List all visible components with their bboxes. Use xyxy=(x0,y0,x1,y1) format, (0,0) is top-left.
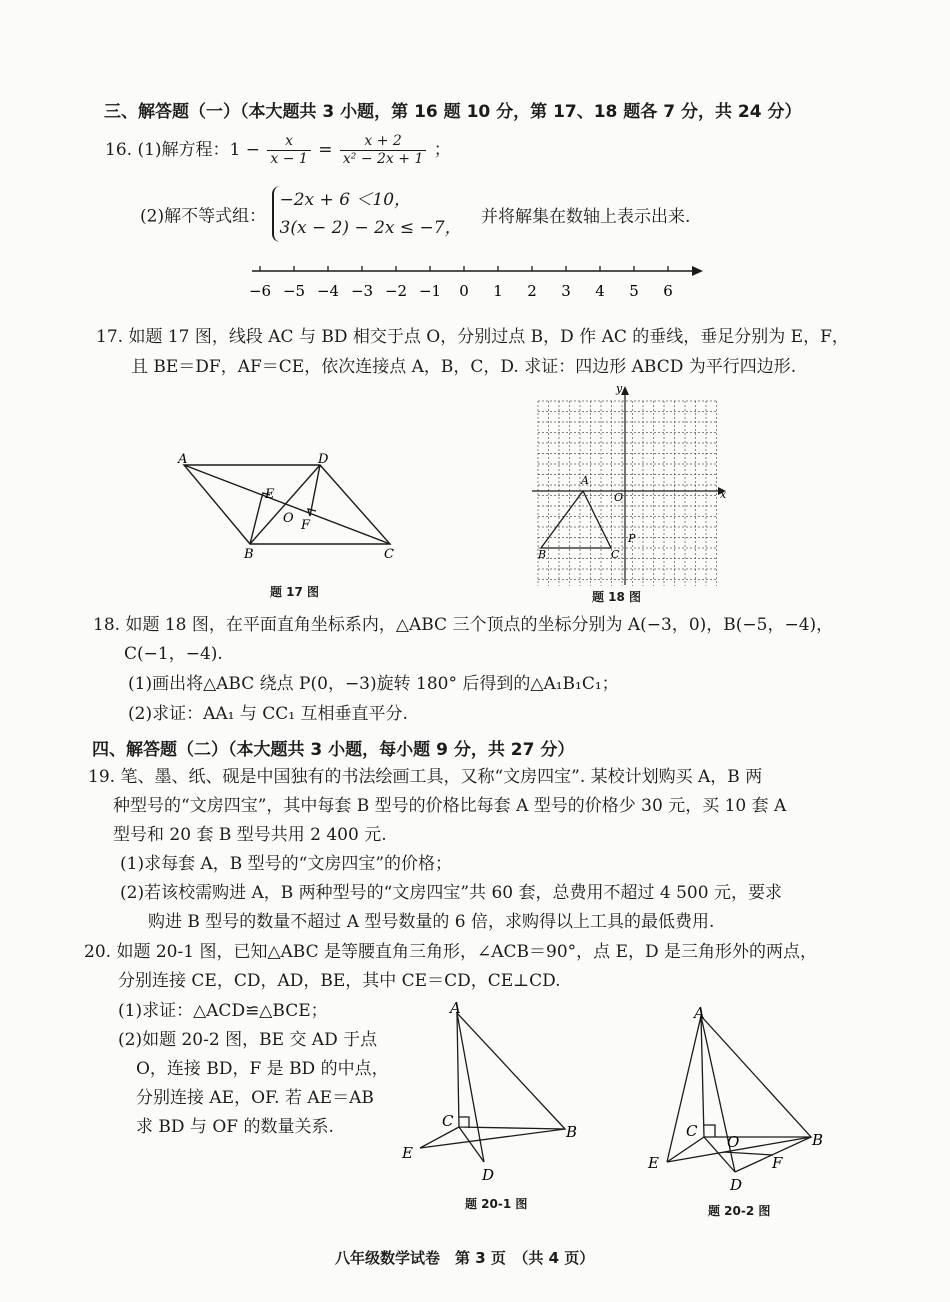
q19-part1: (1)求每套 A，B 型号的“文房四宝”的价格； xyxy=(120,854,453,874)
fig20-2-triangle-abc xyxy=(701,1016,811,1137)
fig17-label-c: C xyxy=(384,547,394,562)
fig20-2-caption: 题 20-2 图 xyxy=(708,1204,771,1218)
fig20-2-label-f: F xyxy=(772,1154,783,1172)
fig20-1 xyxy=(398,1000,598,1190)
q16-frac1-den: x − 1 xyxy=(270,151,308,167)
fig18-caption: 题 18 图 xyxy=(592,590,642,604)
number-line-label: −3 xyxy=(350,282,374,300)
q16-fraction-1 xyxy=(267,133,310,168)
number-line-label: 0 xyxy=(459,282,469,300)
q16-part1 xyxy=(105,132,451,168)
fig20-1-label-d: D xyxy=(482,1166,495,1184)
fig20-1-caption: 题 20-1 图 xyxy=(465,1197,528,1211)
number-line-label: 3 xyxy=(561,282,571,300)
fig17-label-a: A xyxy=(178,452,188,467)
fig20-2 xyxy=(640,1000,840,1200)
q20-line2: 分别连接 CE，CD，AD，BE，其中 CE＝CD，CE⊥CD. xyxy=(118,971,561,991)
q18-part1: (1)画出将△ABC 绕点 P(0，−3)旋转 180° 后得到的△A₁B₁C₁； xyxy=(128,674,619,694)
fig20-1-label-c: C xyxy=(442,1112,454,1130)
fig17-label-d: D xyxy=(318,452,329,467)
number-line-label: 5 xyxy=(629,282,639,300)
q16-fraction-2 xyxy=(340,133,426,168)
q19-part2-line1: (2)若该校需购进 A，B 两种型号的“文房四宝”共 60 套，总费用不超过 4 500 元，要求 xyxy=(120,883,782,903)
fig20-2-label-a: A xyxy=(694,1004,705,1022)
q20-part2-line1: (2)如题 20-2 图，BE 交 AD 于点 xyxy=(118,1030,378,1050)
q16-frac1-num: x xyxy=(267,133,310,151)
q20-part2-line2: O，连接 BD，F 是 BD 的中点， xyxy=(136,1059,389,1079)
q16-inequality-system xyxy=(272,186,462,242)
q19-line2: 种型号的“文房四宝”，其中每套 B 型号的价格比每套 A 型号的价格少 30 元，买 10 套 A xyxy=(113,796,787,816)
number-line-label: −4 xyxy=(316,282,340,300)
fig20-2-label-o: O xyxy=(727,1133,740,1151)
fig20-2-ae xyxy=(667,1016,701,1162)
fig17-caption: 题 17 图 xyxy=(270,585,320,599)
fig18-label-b: B xyxy=(538,548,547,561)
number-line-label: −2 xyxy=(384,282,408,300)
fig20-1-triangle-abc xyxy=(457,1013,565,1129)
fig20-2-label-c: C xyxy=(686,1122,698,1140)
q18-line2: C(−1，−4). xyxy=(124,644,223,664)
q20-part2-line3: 分别连接 AE，OF. 若 AE＝AB xyxy=(136,1088,374,1108)
q20-line1: 20. 如题 20-1 图，已知△ABC 是等腰直角三角形，∠ACB＝90°，点 E，D 是三角形外的两点， xyxy=(84,942,818,962)
q16-frac2-den: x² − 2x + 1 xyxy=(342,151,424,167)
fig20-2-label-d: D xyxy=(730,1176,743,1194)
fig18-label-x: x xyxy=(720,488,727,501)
q16-part2-prefix: (2)解不等式组： xyxy=(140,206,267,227)
q16-frac2-num: x + 2 xyxy=(340,133,426,151)
fig18-label-o: O xyxy=(614,491,624,504)
q19-line3: 型号和 20 套 B 型号共用 2 400 元. xyxy=(113,825,387,845)
section4-title: 四、解答题（二）（本大题共 3 小题，每小题 9 分，共 27 分） xyxy=(92,740,575,760)
fig20-2-label-e: E xyxy=(648,1154,659,1172)
fig18-triangle-abc xyxy=(541,491,611,548)
number-line-label: 2 xyxy=(527,282,537,300)
q16-part2 xyxy=(140,186,690,242)
fig20-1-label-e: E xyxy=(402,1144,413,1162)
fig17-label-f: F xyxy=(301,518,311,533)
fig17-label-o: O xyxy=(283,511,294,526)
q20-part2-line4: 求 BD 与 OF 的数量关系. xyxy=(136,1117,334,1137)
fig20-2-right-angle xyxy=(704,1125,715,1137)
q17-line2: 且 BE＝DF，AF＝CE，依次连接点 A，B，C，D. 求证：四边形 ABCD 为平行四边形. xyxy=(131,357,797,377)
q18-part2: (2)求证：AA₁ 与 CC₁ 互相垂直平分. xyxy=(128,704,408,724)
q17-line1: 17. 如题 17 图，线段 AC 与 BD 相交于点 O，分别过点 B，D 作 AC 的垂线，垂足分别为 E，F， xyxy=(96,327,849,347)
number-line-label: 4 xyxy=(595,282,605,300)
q16-equals: = xyxy=(318,140,333,160)
q19-line1: 19. 笔、墨、纸、砚是中国独有的书法绘画工具，又称“文房四宝”. 某校计划购买 A，B 两 xyxy=(88,767,763,787)
number-line-label: −5 xyxy=(282,282,306,300)
q18-line1: 18. 如题 18 图，在平面直角坐标系内，△ABC 三个顶点的坐标分别为 A(−3，0)，B(−5，−4)， xyxy=(93,615,834,635)
number-line-label: −1 xyxy=(418,282,442,300)
fig17-label-b: B xyxy=(244,547,254,562)
q16-inequality-1: −2x + 6 ＜10， xyxy=(279,190,412,210)
number-line-label: 6 xyxy=(663,282,673,300)
number-line xyxy=(240,258,710,306)
fig18-grid xyxy=(538,401,717,586)
fig17-diagonal-ac xyxy=(184,465,390,544)
number-line-arrow xyxy=(692,266,703,276)
fig20-2-label-b: B xyxy=(812,1131,824,1149)
fig17 xyxy=(170,452,410,567)
fig20-1-label-a: A xyxy=(450,1000,461,1017)
q20-part1: (1)求证：△ACD≌△BCE； xyxy=(118,1001,328,1021)
q19-part2-line2: 购进 B 型号的数量不超过 A 型号数量的 6 倍，求购得以上工具的最低费用. xyxy=(148,912,715,932)
q16-part1-prefix: 16. (1)解方程：1 − xyxy=(105,140,260,160)
fig20-1-be xyxy=(420,1129,565,1148)
fig17-label-e: E xyxy=(265,487,275,502)
fig18-label-c: C xyxy=(611,548,620,561)
q16-inequality-2: 3(x − 2) − 2x ≤ −7， xyxy=(279,218,462,238)
number-line-label: 1 xyxy=(493,282,503,300)
fig18-label-p: P xyxy=(628,532,636,545)
fig17-df xyxy=(310,465,320,516)
fig18-label-y: y xyxy=(616,382,623,395)
fig20-1-label-b: B xyxy=(566,1123,578,1141)
q16-part2-suffix: 并将解集在数轴上表示出来. xyxy=(481,206,691,227)
number-line-label: −6 xyxy=(248,282,272,300)
fig20-1-right-angle xyxy=(459,1117,469,1128)
page-footer: 八年级数学试卷 第 3 页 （共 4 页） xyxy=(335,1249,595,1267)
fig18-label-a: A xyxy=(581,474,589,487)
q16-part1-suffix: ； xyxy=(433,140,451,160)
fig18 xyxy=(530,380,730,586)
section3-title: 三、解答题（一）（本大题共 3 小题，第 16 题 10 分，第 17、18 题各 7 分，共 24 分） xyxy=(104,102,802,122)
